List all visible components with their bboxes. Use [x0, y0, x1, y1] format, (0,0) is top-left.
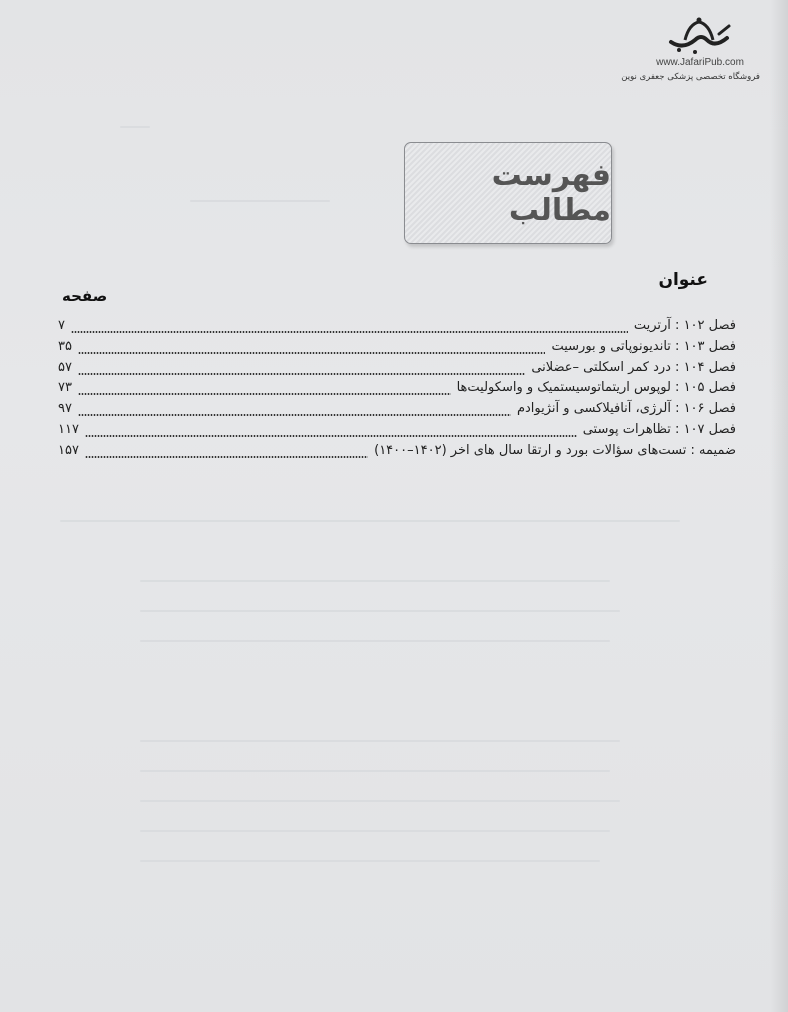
page-title: فهرست مطالب — [491, 158, 611, 228]
toc-leader-dots — [85, 435, 577, 437]
bleed-through-line — [120, 126, 150, 128]
bleed-through-line — [140, 640, 610, 642]
toc-entry[interactable] — [58, 318, 736, 339]
toc-entry-title: فصل ۱۰۵ : لوپوس اریتماتوسیستمیک و واسکولیت‌ها — [456, 380, 736, 396]
publisher-emblem-icon — [665, 16, 735, 56]
publisher-url[interactable]: www.JafariPub.com — [656, 57, 744, 68]
toc-entry[interactable] — [58, 339, 736, 360]
toc-entry[interactable] — [58, 360, 736, 381]
toc-entry-page: ۵۷ — [58, 359, 72, 375]
toc-entry-title: فصل ۱۰۶ : آلرژی، آنافیلاکسی و آنژیوادم — [516, 401, 736, 417]
bleed-through-line — [140, 860, 600, 862]
toc-entry-page: ۳۵ — [58, 338, 72, 354]
toc-entry-title: فصل ۱۰۳ : تاندیونوپاتی و بورسیت — [551, 338, 736, 354]
toc-entry-title: ضمیمه : تست‌های سؤالات بورد و ارتقا سال های اخر (۱۴۰۲–۱۴۰۰) — [374, 442, 736, 458]
bleed-through-line — [140, 610, 620, 612]
toc-entry-page: ۱۱۷ — [58, 421, 79, 437]
toc-leader-dots — [71, 331, 628, 333]
toc-entry-page: ۱۵۷ — [58, 442, 79, 458]
bleed-through-line — [60, 520, 680, 522]
bleed-through-line — [140, 830, 610, 832]
toc-leader-dots — [78, 373, 525, 375]
publisher-logo — [621, 16, 760, 96]
bleed-through-line — [140, 740, 620, 742]
bleed-through-line — [140, 770, 610, 772]
toc-leader-dots — [78, 393, 451, 395]
toc-entry[interactable] — [58, 422, 736, 443]
toc-entry-page: ۷۳ — [58, 380, 72, 396]
bleed-through-line — [140, 800, 620, 802]
toc-leader-dots — [78, 352, 545, 354]
toc-entry-title: فصل ۱۰۴ : درد کمر اسکلتی –عضلانی — [531, 359, 736, 375]
toc-header-page: صفحه — [62, 287, 108, 305]
toc-entry[interactable] — [58, 401, 736, 422]
page-edge-shadow — [770, 0, 788, 1012]
toc-leader-dots — [85, 456, 368, 458]
toc-list — [58, 318, 736, 464]
publisher-shop-name: فروشگاه تخصصی پزشکی جعفری نوین — [621, 72, 760, 82]
toc-entry-title: فصل ۱۰۲ : آرتریت — [633, 318, 736, 333]
toc-entry-page: ۷ — [58, 318, 65, 333]
toc-leader-dots — [78, 414, 511, 416]
toc-header-title: عنوان — [658, 270, 708, 290]
page-title-box — [404, 142, 612, 244]
bleed-through-line — [190, 200, 330, 202]
toc-entry-title: فصل ۱۰۷ : تظاهرات پوستی — [582, 421, 736, 437]
toc-entry[interactable] — [58, 380, 736, 401]
bleed-through-line — [140, 580, 610, 582]
toc-entry-page: ۹۷ — [58, 401, 72, 417]
toc-entry[interactable] — [58, 443, 736, 464]
